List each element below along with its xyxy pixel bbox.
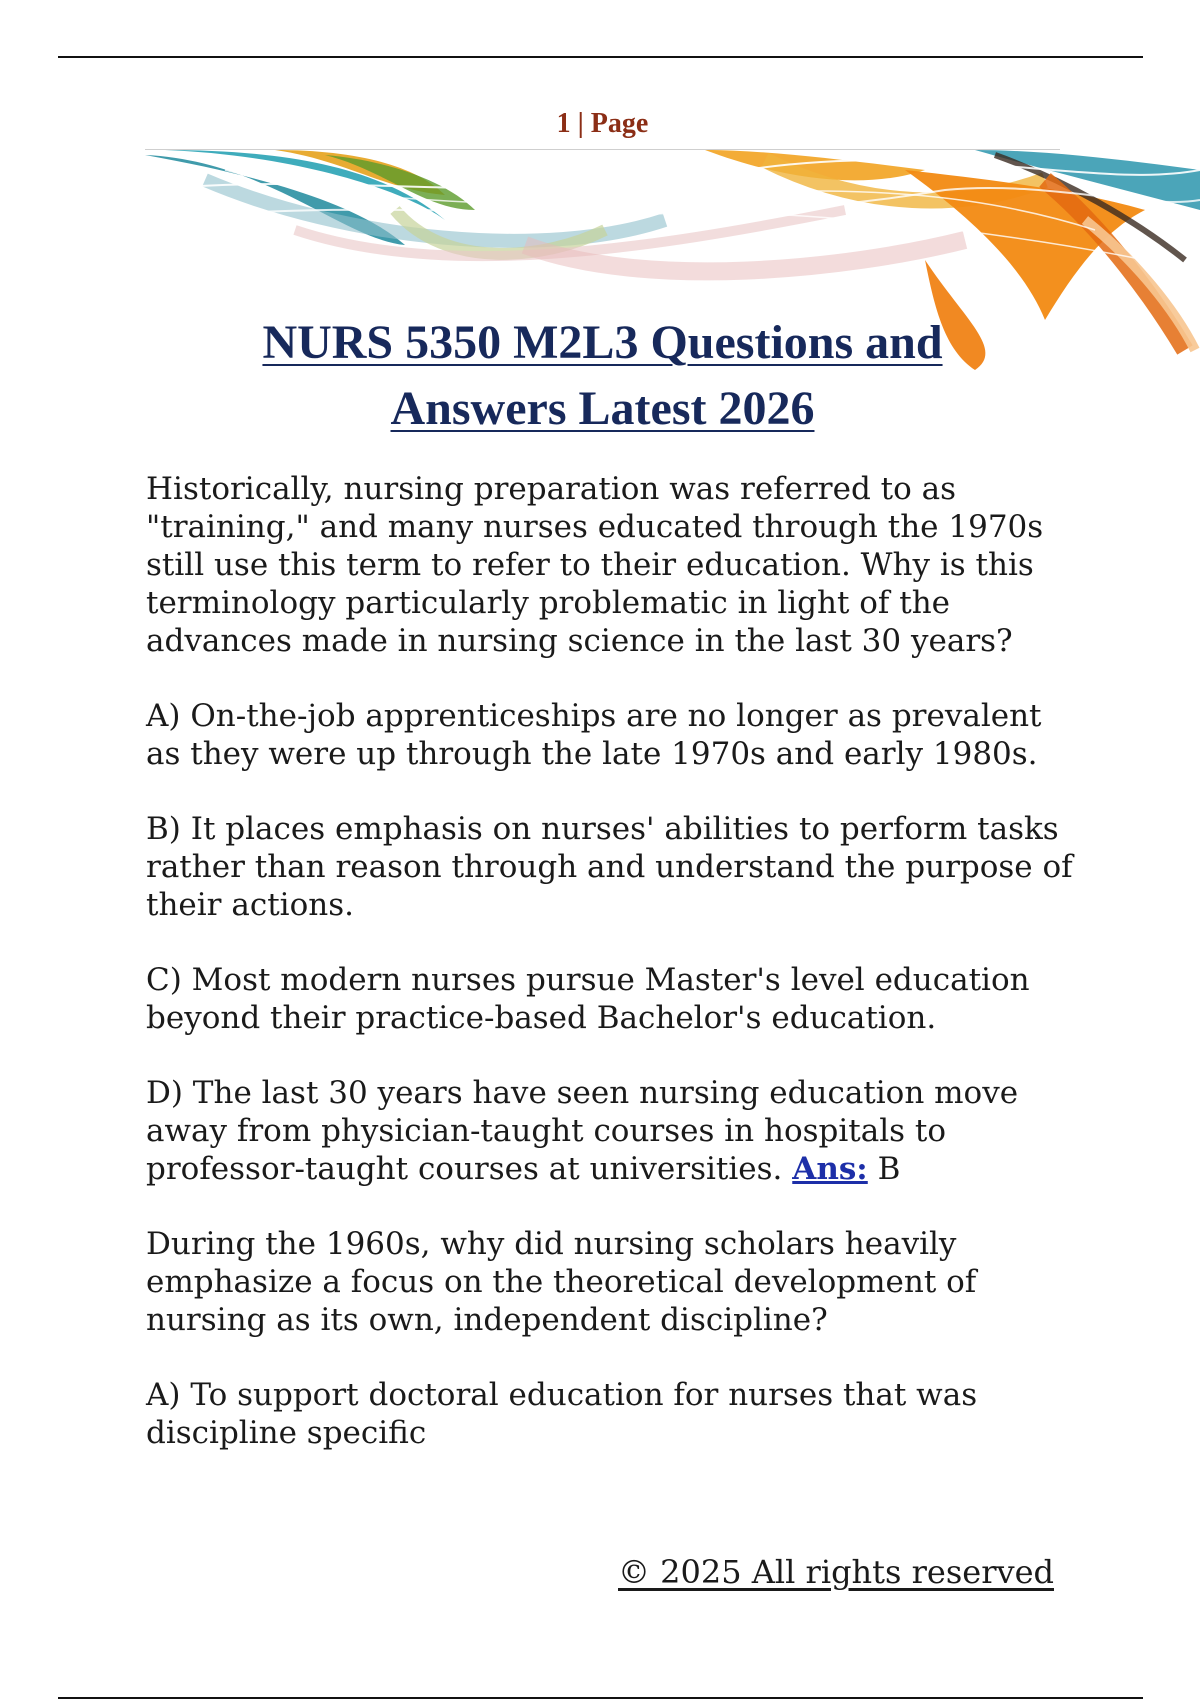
question-1-option-b: B) It places emphasis on nurses' abilities to perform tasks rather than reason through and understand the purpose of their actions. [146, 811, 1073, 923]
question-content [146, 470, 1076, 1489]
question-2-stem: During the 1960s, why did nursing scholars heavily emphasize a focus on the theoretical development of nursing as its own, independent discipline? [146, 1226, 977, 1338]
question-1-option-a: A) On-the-job apprenticeships are no longer as prevalent as they were up through the late 1970s and early 1980s. [146, 698, 1042, 772]
question-1-option-c: C) Most modern nurses pursue Master's level education beyond their practice-based Bachelor's education. [146, 962, 1030, 1036]
option-d-text: D) The last 30 years have seen nursing education move away from physician-taught courses in hospitals to professor-taught courses at universities. [146, 1075, 1019, 1187]
question-2-option-a: A) To support doctoral education for nurses that was discipline specific [146, 1377, 978, 1451]
title-line-2: Answers Latest 2026 [390, 382, 815, 435]
answer-value: B [877, 1151, 901, 1187]
question-1-option-d [146, 1074, 1076, 1188]
document-title [145, 310, 1060, 442]
title-line-1: NURS 5350 M2L3 Questions and [262, 316, 943, 369]
page-number-header: 1 | Page [556, 108, 649, 139]
bottom-divider [58, 1697, 1143, 1699]
answer-link[interactable]: Ans: [792, 1151, 868, 1187]
question-1-stem: Historically, nursing preparation was referred to as "training," and many nurses educated through the 1970s still use this term to refer to their education. Why is this terminology particularly problematic in light of the advances made in nursing science in the last 30 years? [146, 471, 1044, 659]
top-divider [58, 56, 1143, 58]
copyright-footer: © 2025 All rights reserved [618, 1553, 1054, 1591]
